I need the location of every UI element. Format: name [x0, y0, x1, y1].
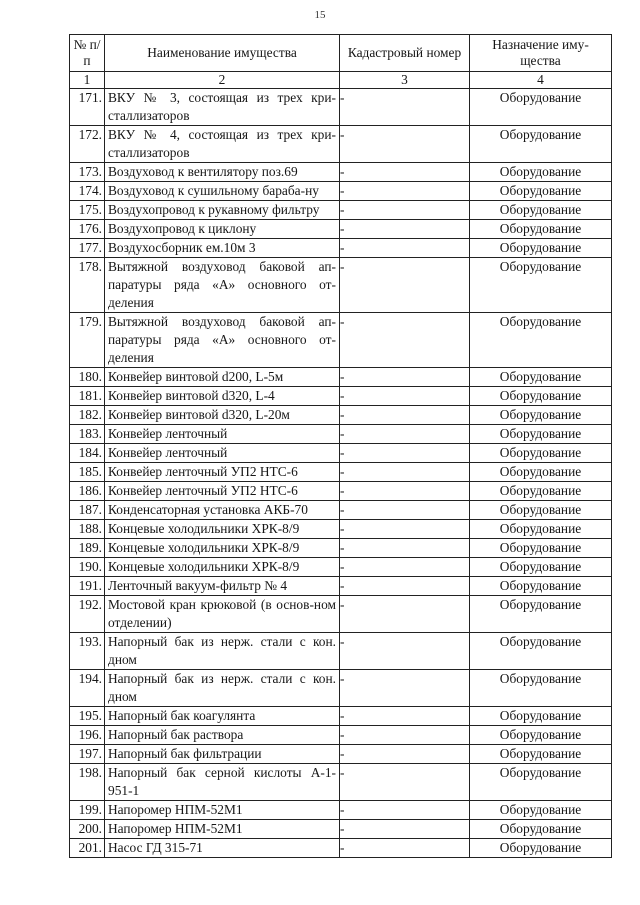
- property-purpose: Оборудование: [470, 707, 612, 726]
- row-number: 178.: [70, 258, 105, 313]
- cadastral-number: -: [340, 201, 470, 220]
- row-number: 193.: [70, 633, 105, 670]
- property-purpose: Оборудование: [470, 596, 612, 633]
- property-name: Вытяжной воздуховод баковой ап-паратуры ряда «А» основного от-деления: [105, 313, 340, 368]
- header-purpose: Назначение иму-щества: [470, 35, 612, 72]
- property-purpose: Оборудование: [470, 745, 612, 764]
- table-row: [70, 368, 612, 387]
- table-row: [70, 482, 612, 501]
- row-number: 192.: [70, 596, 105, 633]
- row-number: 177.: [70, 239, 105, 258]
- table-row: [70, 670, 612, 707]
- property-purpose: Оборудование: [470, 126, 612, 163]
- property-purpose: Оборудование: [470, 368, 612, 387]
- table-row: [70, 163, 612, 182]
- property-name: Напорный бак из нерж. стали с кон. дном: [105, 670, 340, 707]
- table-body: [70, 89, 612, 858]
- property-purpose: Оборудование: [470, 501, 612, 520]
- table-row: [70, 726, 612, 745]
- table-row: [70, 501, 612, 520]
- cadastral-number: -: [340, 406, 470, 425]
- property-purpose: Оборудование: [470, 406, 612, 425]
- table-row: [70, 707, 612, 726]
- property-purpose: Оборудование: [470, 89, 612, 126]
- page-number: 15: [314, 9, 326, 21]
- row-number: 189.: [70, 539, 105, 558]
- property-name: Напорный бак из нерж. стали с кон. дном: [105, 633, 340, 670]
- row-number: 196.: [70, 726, 105, 745]
- property-name: ВКУ № 3, состоящая из трех кри-сталлизаторов: [105, 89, 340, 126]
- table-row: [70, 258, 612, 313]
- property-name: Вытяжной воздуховод баковой ап-паратуры ряда «А» основного от-деления: [105, 258, 340, 313]
- table-row: [70, 596, 612, 633]
- cadastral-number: -: [340, 387, 470, 406]
- column-index: 2: [105, 72, 340, 89]
- table-row: [70, 820, 612, 839]
- header-name: Наименование имущества: [105, 35, 340, 72]
- property-purpose: Оборудование: [470, 577, 612, 596]
- table-row: [70, 801, 612, 820]
- property-name: Конвейер винтовой d200, L-5м: [105, 368, 340, 387]
- table-row: [70, 539, 612, 558]
- property-name: Конденсаторная установка АКБ-70: [105, 501, 340, 520]
- property-name: Напорный бак фильтрации: [105, 745, 340, 764]
- cadastral-number: -: [340, 633, 470, 670]
- property-purpose: Оборудование: [470, 726, 612, 745]
- property-purpose: Оборудование: [470, 239, 612, 258]
- property-name: Воздухосборник ем.10м 3: [105, 239, 340, 258]
- cadastral-number: -: [340, 463, 470, 482]
- cadastral-number: -: [340, 89, 470, 126]
- cadastral-number: -: [340, 239, 470, 258]
- property-name: Напорный бак серной кислоты А-1-951-1: [105, 764, 340, 801]
- table-row: [70, 764, 612, 801]
- property-purpose: Оборудование: [470, 425, 612, 444]
- row-number: 201.: [70, 839, 105, 858]
- row-number: 183.: [70, 425, 105, 444]
- property-name: Конвейер ленточный: [105, 425, 340, 444]
- property-name: Напоромер НПМ-52М1: [105, 801, 340, 820]
- property-name: Конвейер ленточный: [105, 444, 340, 463]
- cadastral-number: -: [340, 839, 470, 858]
- property-name: Конвейер винтовой d320, L-20м: [105, 406, 340, 425]
- row-number: 173.: [70, 163, 105, 182]
- cadastral-number: -: [340, 801, 470, 820]
- row-number: 194.: [70, 670, 105, 707]
- table-row: [70, 239, 612, 258]
- property-name: Конвейер ленточный УП2 НТС-6: [105, 482, 340, 501]
- column-index-row: [70, 72, 612, 89]
- property-purpose: Оборудование: [470, 539, 612, 558]
- cadastral-number: -: [340, 820, 470, 839]
- property-purpose: Оборудование: [470, 463, 612, 482]
- column-index: 3: [340, 72, 470, 89]
- property-purpose: Оборудование: [470, 801, 612, 820]
- cadastral-number: -: [340, 539, 470, 558]
- property-purpose: Оборудование: [470, 444, 612, 463]
- property-purpose: Оборудование: [470, 201, 612, 220]
- table-row: [70, 406, 612, 425]
- row-number: 180.: [70, 368, 105, 387]
- property-purpose: Оборудование: [470, 633, 612, 670]
- table-row: [70, 633, 612, 670]
- cadastral-number: -: [340, 425, 470, 444]
- property-purpose: Оборудование: [470, 182, 612, 201]
- property-purpose: Оборудование: [470, 163, 612, 182]
- cadastral-number: -: [340, 520, 470, 539]
- table-row: [70, 425, 612, 444]
- cadastral-number: -: [340, 126, 470, 163]
- row-number: 199.: [70, 801, 105, 820]
- cadastral-number: -: [340, 745, 470, 764]
- cadastral-number: -: [340, 670, 470, 707]
- property-purpose: Оборудование: [470, 670, 612, 707]
- row-number: 187.: [70, 501, 105, 520]
- property-purpose: Оборудование: [470, 313, 612, 368]
- property-name: Ленточный вакуум-фильтр № 4: [105, 577, 340, 596]
- property-purpose: Оборудование: [470, 839, 612, 858]
- row-number: 179.: [70, 313, 105, 368]
- header-row: [70, 35, 612, 72]
- cadastral-number: -: [340, 707, 470, 726]
- cadastral-number: -: [340, 368, 470, 387]
- cadastral-number: -: [340, 163, 470, 182]
- property-name: Воздухопровод к циклону: [105, 220, 340, 239]
- table-row: [70, 444, 612, 463]
- table-row: [70, 220, 612, 239]
- property-table: [69, 34, 612, 858]
- cadastral-number: -: [340, 726, 470, 745]
- cadastral-number: -: [340, 596, 470, 633]
- row-number: 171.: [70, 89, 105, 126]
- table-row: [70, 387, 612, 406]
- row-number: 197.: [70, 745, 105, 764]
- table-row: [70, 182, 612, 201]
- property-name: Насос ГД 315-71: [105, 839, 340, 858]
- row-number: 198.: [70, 764, 105, 801]
- table-row: [70, 201, 612, 220]
- row-number: 176.: [70, 220, 105, 239]
- header-cadastral: Кадастровый номер: [340, 35, 470, 72]
- cadastral-number: -: [340, 577, 470, 596]
- cadastral-number: -: [340, 482, 470, 501]
- row-number: 181.: [70, 387, 105, 406]
- table-row: [70, 89, 612, 126]
- table-row: [70, 577, 612, 596]
- row-number: 186.: [70, 482, 105, 501]
- row-number: 184.: [70, 444, 105, 463]
- property-purpose: Оборудование: [470, 220, 612, 239]
- table-row: [70, 463, 612, 482]
- cadastral-number: -: [340, 444, 470, 463]
- table-row: [70, 520, 612, 539]
- row-number: 200.: [70, 820, 105, 839]
- property-purpose: Оборудование: [470, 258, 612, 313]
- property-purpose: Оборудование: [470, 520, 612, 539]
- table-row: [70, 558, 612, 577]
- property-purpose: Оборудование: [470, 820, 612, 839]
- row-number: 172.: [70, 126, 105, 163]
- row-number: 175.: [70, 201, 105, 220]
- property-name: Воздуховод к сушильному бараба-ну: [105, 182, 340, 201]
- property-purpose: Оборудование: [470, 482, 612, 501]
- property-name: Воздуховод к вентилятору поз.69: [105, 163, 340, 182]
- cadastral-number: -: [340, 182, 470, 201]
- cadastral-number: -: [340, 220, 470, 239]
- column-index: 4: [470, 72, 612, 89]
- property-name: Напоромер НПМ-52М1: [105, 820, 340, 839]
- property-name: Воздухопровод к рукавному фильтру: [105, 201, 340, 220]
- property-name: ВКУ № 4, состоящая из трех кри-сталлизаторов: [105, 126, 340, 163]
- row-number: 195.: [70, 707, 105, 726]
- table-row: [70, 839, 612, 858]
- row-number: 188.: [70, 520, 105, 539]
- property-name: Конвейер ленточный УП2 НТС-6: [105, 463, 340, 482]
- table-row: [70, 126, 612, 163]
- property-name: Напорный бак коагулянта: [105, 707, 340, 726]
- header-num: № п/п: [70, 35, 105, 72]
- cadastral-number: -: [340, 764, 470, 801]
- property-purpose: Оборудование: [470, 764, 612, 801]
- property-name: Концевые холодильники ХРК-8/9: [105, 520, 340, 539]
- table-row: [70, 313, 612, 368]
- row-number: 185.: [70, 463, 105, 482]
- property-name: Концевые холодильники ХРК-8/9: [105, 558, 340, 577]
- property-name: Концевые холодильники ХРК-8/9: [105, 539, 340, 558]
- property-name: Мостовой кран крюковой (в основ-ном отделении): [105, 596, 340, 633]
- row-number: 191.: [70, 577, 105, 596]
- table-row: [70, 745, 612, 764]
- property-name: Конвейер винтовой d320, L-4: [105, 387, 340, 406]
- row-number: 182.: [70, 406, 105, 425]
- property-name: Напорный бак раствора: [105, 726, 340, 745]
- row-number: 190.: [70, 558, 105, 577]
- cadastral-number: -: [340, 501, 470, 520]
- cadastral-number: -: [340, 258, 470, 313]
- column-index: 1: [70, 72, 105, 89]
- row-number: 174.: [70, 182, 105, 201]
- property-purpose: Оборудование: [470, 558, 612, 577]
- cadastral-number: -: [340, 313, 470, 368]
- cadastral-number: -: [340, 558, 470, 577]
- property-purpose: Оборудование: [470, 387, 612, 406]
